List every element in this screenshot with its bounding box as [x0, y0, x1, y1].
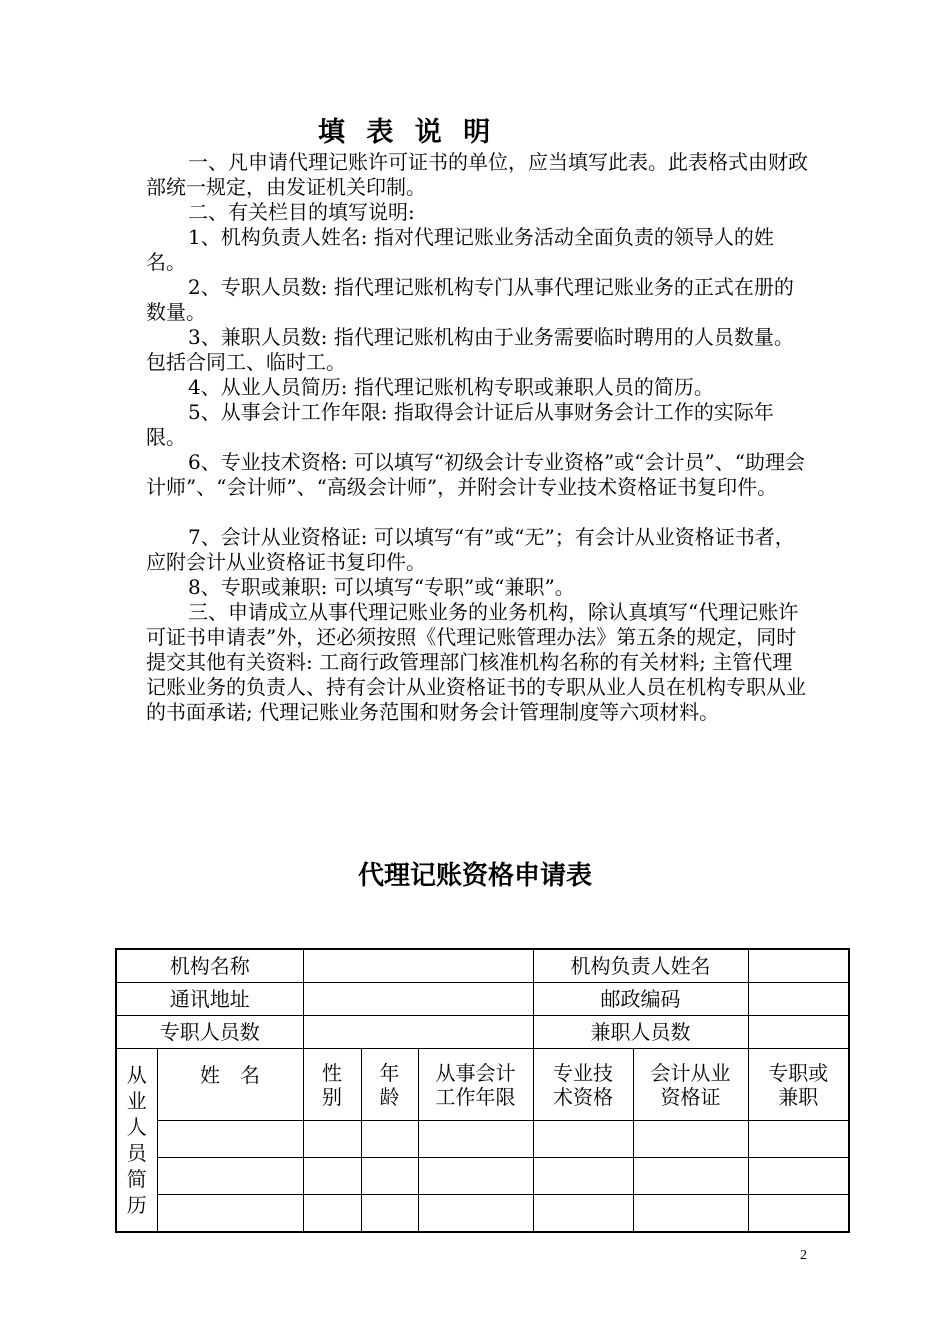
col-certificate-header: 会计从业 资格证	[633, 1049, 748, 1121]
instructions-title: 填 表 说 明	[318, 117, 497, 148]
staff-age-cell[interactable]	[361, 1158, 418, 1195]
staff-certificate-cell[interactable]	[633, 1158, 748, 1195]
staff-name-cell[interactable]	[157, 1121, 303, 1158]
instruction-item-6: 6、专业技术资格: 可以填写“初级会计专业资格”或“会计员”、“助理会计师”、“会计师”、“高级会计师”，并附会计专业技术资格证书复印件。	[146, 450, 805, 499]
org-name-field[interactable]	[303, 949, 533, 983]
fulltime-count-field[interactable]	[303, 1016, 533, 1049]
application-form-table	[115, 948, 850, 1233]
staff-name-cell[interactable]	[157, 1158, 303, 1195]
instruction-paragraph-1: 一、凡申请代理记账许可证书的单位，应当填写此表。此表格式由财政部统一规定，由发证机关印制。	[146, 150, 808, 199]
staff-years-cell[interactable]	[418, 1195, 533, 1233]
instruction-item-8: 8、专职或兼职: 可以填写“专职”或“兼职”。	[188, 575, 575, 599]
address-field[interactable]	[303, 983, 533, 1016]
instruction-item-2: 2、专职人员数: 指代理记账机构专门从事代理记账业务的正式在册的数量。	[146, 275, 794, 324]
staff-gender-cell[interactable]	[303, 1195, 361, 1233]
staff-age-cell[interactable]	[361, 1121, 418, 1158]
staff-count-row	[116, 1016, 849, 1049]
staff-type-cell[interactable]	[748, 1121, 849, 1158]
staff-gender-cell[interactable]	[303, 1121, 361, 1158]
staff-qualification-cell[interactable]	[533, 1158, 633, 1195]
staff-certificate-cell[interactable]	[633, 1195, 748, 1233]
instruction-item-1: 1、机构负责人姓名: 指对代理记账业务活动全面负责的领导人的姓名。	[146, 225, 774, 274]
page-number: 2	[800, 1248, 807, 1263]
staff-years-cell[interactable]	[418, 1158, 533, 1195]
parttime-count-label: 兼职人员数	[533, 1016, 748, 1049]
fulltime-count-label: 专职人员数	[116, 1016, 303, 1049]
col-gender-header: 性 别	[303, 1049, 361, 1121]
staff-years-cell[interactable]	[418, 1121, 533, 1158]
col-type-header: 专职或 兼职	[748, 1049, 849, 1121]
instruction-paragraph-3: 三、申请成立从事代理记账业务的业务机构，除认真填写“代理记账许可证书申请表”外，还必须按照《代理记账管理办法》第五条的规定，同时提交其他有关资料: 工商行政管理部门核准机构名称的有关材料; 主管代理记账业务的负责人、持有会计从业资格证书的专职从业人员在机构专职从业的书面承诺; 代理记账业务范围和财务会计管理制度等六项材料。	[146, 600, 806, 724]
address-row	[116, 983, 849, 1016]
staff-age-cell[interactable]	[361, 1195, 418, 1233]
staff-type-cell[interactable]	[748, 1158, 849, 1195]
leader-name-field[interactable]	[748, 949, 849, 983]
staff-entry-row	[116, 1158, 849, 1195]
staff-resume-label: 从 业 人 员 简 历	[116, 1049, 157, 1233]
staff-name-cell[interactable]	[157, 1195, 303, 1233]
org-name-label: 机构名称	[116, 949, 303, 983]
staff-qualification-cell[interactable]	[533, 1121, 633, 1158]
instruction-item-4: 4、从业人员简历: 指代理记账机构专职或兼职人员的简历。	[188, 375, 714, 399]
staff-gender-cell[interactable]	[303, 1158, 361, 1195]
instruction-item-5: 5、从事会计工作年限: 指取得会计证后从事财务会计工作的实际年限。	[146, 400, 774, 449]
col-age-header: 年 龄	[361, 1049, 418, 1121]
instruction-item-7: 7、会计从业资格证: 可以填写“有”或“无”；有会计从业资格证书者，应附会计从业资格证书复印件。	[146, 525, 795, 574]
staff-qualification-cell[interactable]	[533, 1195, 633, 1233]
parttime-count-field[interactable]	[748, 1016, 849, 1049]
instruction-item-3: 3、兼职人员数: 指代理记账机构由于业务需要临时聘用的人员数量。包括合同工、临时工。	[146, 325, 794, 374]
col-name-header: 姓 名	[157, 1049, 303, 1121]
postcode-field[interactable]	[748, 983, 849, 1016]
form-title: 代理记账资格申请表	[357, 861, 592, 891]
org-name-row	[116, 949, 849, 983]
col-qualification-header: 专业技 术资格	[533, 1049, 633, 1121]
col-years-header: 从事会计 工作年限	[418, 1049, 533, 1121]
address-label: 通讯地址	[116, 983, 303, 1016]
postcode-label: 邮政编码	[533, 983, 748, 1016]
staff-header-row	[116, 1049, 849, 1121]
staff-type-cell[interactable]	[748, 1195, 849, 1233]
staff-certificate-cell[interactable]	[633, 1121, 748, 1158]
leader-name-label: 机构负责人姓名	[533, 949, 748, 983]
staff-entry-row	[116, 1195, 849, 1233]
staff-entry-row	[116, 1121, 849, 1158]
instruction-paragraph-2: 二、有关栏目的填写说明:	[188, 200, 415, 224]
